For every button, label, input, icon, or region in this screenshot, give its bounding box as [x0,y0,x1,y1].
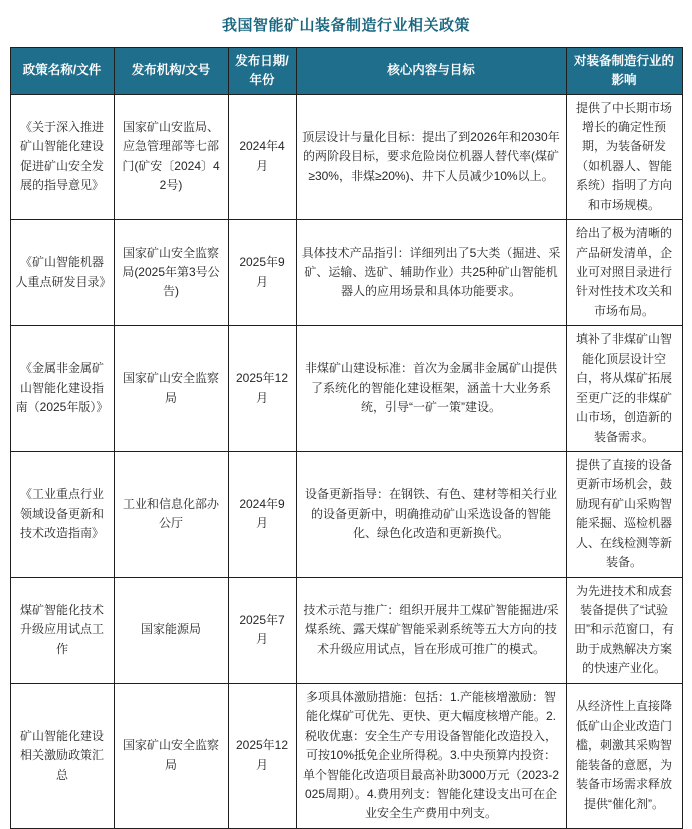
cell-core-content: 设备更新指导：在钢铁、有色、建材等相关行业的设备更新中，明确推动矿山采选设备的智能化、绿色化改造和更新换代。 [296,451,566,577]
cell-agency: 国家能源局 [114,577,228,683]
column-header-date: 发布日期/年份 [228,48,296,95]
cell-policy-name: 《工业重点行业领域设备更新和技术改造指南》 [10,451,114,577]
cell-core-content: 顶层设计与量化目标：提出了到2026年和2030年的两阶段目标，要求危险岗位机器人替代率(煤矿≥30%，非煤≥20%)、井下人员减少10%以上。 [296,94,566,220]
cell-policy-name: 《关于深入推进矿山智能化建设促进矿山安全发展的指导意见》 [10,94,114,220]
table-row [10,326,682,452]
cell-agency: 工业和信息化部办公厅 [114,451,228,577]
table-row [10,94,682,220]
cell-core-content: 技术示范与推广：组织开展井工煤矿智能掘进/采煤系统、露天煤矿智能采剥系统等五大方向的技术升级应用试点，旨在形成可推广的模式。 [296,577,566,683]
cell-policy-name: 《金属非金属矿山智能化建设指南（2025年版）》 [10,326,114,452]
cell-date: 2025年12月 [228,683,296,828]
table-header-row [10,48,682,95]
cell-agency: 国家矿山安全监察局 [114,326,228,452]
cell-industry-impact: 为先进技术和成套装备提供了“试验田”和示范窗口，有助于成熟解决方案的快速产业化。 [566,577,682,683]
column-header-policy-name: 政策名称/文件 [10,48,114,95]
cell-date: 2025年9月 [228,220,296,326]
cell-date: 2025年7月 [228,577,296,683]
cell-core-content: 非煤矿山建设标准：首次为金属非金属矿山提供了系统化的智能化建设框架，涵盖十大业务系统，引导“一矿一策”建设。 [296,326,566,452]
cell-industry-impact: 填补了非煤矿山智能化顶层设计空白，将从煤矿拓展至更广泛的非煤矿山市场，创造新的装备需求。 [566,326,682,452]
cell-industry-impact: 提供了中长期市场增长的确定性预期，为装备研发（如机器人、智能系统）指明了方向和市场规模。 [566,94,682,220]
cell-industry-impact: 从经济性上直接降低矿山企业改造门槛，刺激其采购智能装备的意愿，为装备市场需求释放提供“催化剂”。 [566,683,682,828]
table-row [10,577,682,683]
cell-date: 2024年4月 [228,94,296,220]
cell-agency: 国家矿山安监局、应急管理部等七部门(矿安〔2024〕42号) [114,94,228,220]
cell-agency: 国家矿山安全监察局(2025年第3号公告) [114,220,228,326]
cell-agency: 国家矿山安全监察局 [114,683,228,828]
cell-policy-name: 矿山智能化建设相关激励政策汇总 [10,683,114,828]
cell-date: 2024年9月 [228,451,296,577]
policy-table [10,47,683,829]
cell-industry-impact: 提供了直接的设备更新市场机会，鼓励现有矿山采购智能采掘、巡检机器人、在线检测等新装备。 [566,451,682,577]
cell-core-content: 多项具体激励措施：包括：1.产能核增激励：智能化煤矿可优先、更快、更大幅度核增产能。2.税收优惠：安全生产专用设备智能化改造投入，可按10%抵免企业所得税。3.中央预算内投资：单个智能化改造项目最高补助3000万元（2023-2025周期）。4.费用列支：智能化建设支出可在企业安全生产费用中列支。 [296,683,566,828]
table-row [10,220,682,326]
column-header-industry-impact: 对装备制造行业的影响 [566,48,682,95]
column-header-core-content: 核心内容与目标 [296,48,566,95]
cell-policy-name: 煤矿智能化技术升级应用试点工作 [10,577,114,683]
cell-core-content: 具体技术产品指引：详细列出了5大类（掘进、采矿、运输、选矿、辅助作业）共25种矿山智能机器人的应用场景和具体功能要求。 [296,220,566,326]
cell-policy-name: 《矿山智能机器人重点研发目录》 [10,220,114,326]
table-row [10,683,682,828]
column-header-agency: 发布机构/文号 [114,48,228,95]
table-row [10,451,682,577]
cell-date: 2025年12月 [228,326,296,452]
page-title: 我国智能矿山装备制造行业相关政策 [221,17,470,34]
cell-industry-impact: 给出了极为清晰的产品研发清单，企业可对照目录进行针对性技术攻关和市场布局。 [566,220,682,326]
